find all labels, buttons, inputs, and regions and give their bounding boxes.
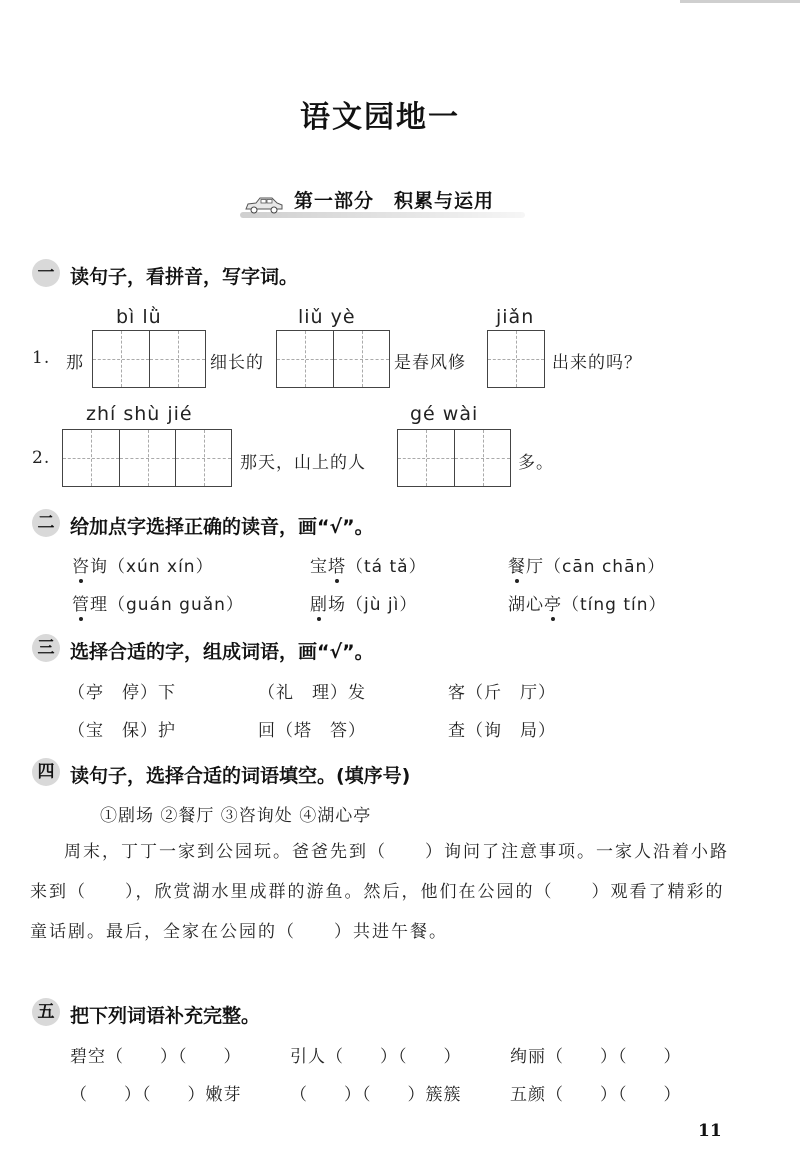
writing-box[interactable] <box>119 430 175 486</box>
q1-answer-boxes-b[interactable] <box>276 330 390 388</box>
writing-box[interactable] <box>454 430 510 486</box>
word-choice-item: 查（询 局） <box>448 721 556 741</box>
word-choice-item: （亭 停）下 <box>68 683 176 703</box>
writing-box[interactable] <box>398 430 454 486</box>
part-title: 第一部分 积累与运用 <box>294 190 495 212</box>
writing-box[interactable] <box>488 331 544 387</box>
writing-box[interactable] <box>333 331 389 387</box>
section-1-title: 读句子，看拼音，写字词。 <box>70 266 299 288</box>
part-header <box>232 182 532 222</box>
writing-box[interactable] <box>63 430 119 486</box>
top-edge-line <box>680 0 800 3</box>
word-complete-item: 绚丽（ ）（ ） <box>510 1047 682 1067</box>
writing-box[interactable] <box>277 331 333 387</box>
writing-box[interactable] <box>175 430 231 486</box>
word-complete-item: （ ）（ ）嫩芽 <box>70 1085 242 1105</box>
q1-pinyin-c: jiǎn <box>496 306 535 328</box>
section-4-number: 四 <box>32 758 60 786</box>
q2-label: 2. <box>32 448 51 468</box>
pronunciation-item: 宝塔（tá tǎ） <box>310 557 427 577</box>
word-choice-item: （礼 理）发 <box>258 683 366 703</box>
q1-pinyin-b: liǔ yè <box>298 306 356 328</box>
page-title: 语文园地一 <box>300 100 460 135</box>
q2-pinyin-a: zhí shù jié <box>86 403 193 425</box>
q1-text-1: 那 <box>66 353 84 373</box>
q2-pinyin-b: gé wài <box>410 403 479 425</box>
word-complete-item: （ ）（ ）簇簇 <box>290 1085 462 1105</box>
writing-box[interactable] <box>93 331 149 387</box>
q1-pinyin-a: bì lǜ <box>116 306 162 328</box>
section-5-number: 五 <box>32 998 60 1026</box>
section-3-number: 三 <box>32 634 60 662</box>
word-choice-item: 回（塔 答） <box>258 721 366 741</box>
q1-answer-boxes-a[interactable] <box>92 330 206 388</box>
q1-label: 1. <box>32 348 51 368</box>
word-complete-item: 引人（ ）（ ） <box>290 1047 462 1067</box>
q2-answer-boxes-b[interactable] <box>397 429 511 487</box>
fill-options: ①剧场 ②餐厅 ③咨询处 ④湖心亭 <box>100 806 372 826</box>
pronunciation-item: 湖心亭（tíng tín） <box>508 595 667 615</box>
word-choice-item: 客（斤 厅） <box>448 683 556 703</box>
q2-text-1: 那天，山上的人 <box>240 453 366 473</box>
pronunciation-item: 剧场（jù jì） <box>310 595 418 615</box>
q2-answer-boxes-a[interactable] <box>62 429 232 487</box>
fill-paragraph: 周末，丁丁一家到公园玩。爸爸先到（ ）询问了注意事项。一家人沿着小路来到（ ），欣赏湖水里成群的游鱼。然后，他们在公园的（ ）观看了精彩的童话剧。最后，全家在公园的（ ）共进午餐。 <box>30 842 729 942</box>
q1-text-3: 是春风修 <box>394 353 466 373</box>
q2-text-2: 多。 <box>518 453 554 473</box>
word-choice-item: （宝 保）护 <box>68 721 176 741</box>
section-2-title: 给加点字选择正确的读音，画“√”。 <box>70 516 374 538</box>
pronunciation-item: 咨询（xún xín） <box>72 557 214 577</box>
q1-text-4: 出来的吗？ <box>552 353 642 373</box>
writing-box[interactable] <box>149 331 205 387</box>
section-2-number: 二 <box>32 509 60 537</box>
pronunciation-item: 餐厅（cān chān） <box>508 557 666 577</box>
q1-answer-boxes-c[interactable] <box>487 330 545 388</box>
car-icon <box>244 196 284 214</box>
section-5-title: 把下列词语补充完整。 <box>70 1005 261 1027</box>
section-4-title: 读句子，选择合适的词语填空。(填序号) <box>70 765 411 787</box>
word-complete-item: 碧空（ ）（ ） <box>70 1047 242 1067</box>
word-complete-item: 五颜（ ）（ ） <box>510 1085 682 1105</box>
pronunciation-item: 管理（guán guǎn） <box>72 595 244 615</box>
page-number: 11 <box>698 1121 722 1141</box>
q1-text-2: 细长的 <box>210 353 264 373</box>
section-3-title: 选择合适的字，组成词语，画“√”。 <box>70 641 374 663</box>
section-1-number: 一 <box>32 259 60 287</box>
